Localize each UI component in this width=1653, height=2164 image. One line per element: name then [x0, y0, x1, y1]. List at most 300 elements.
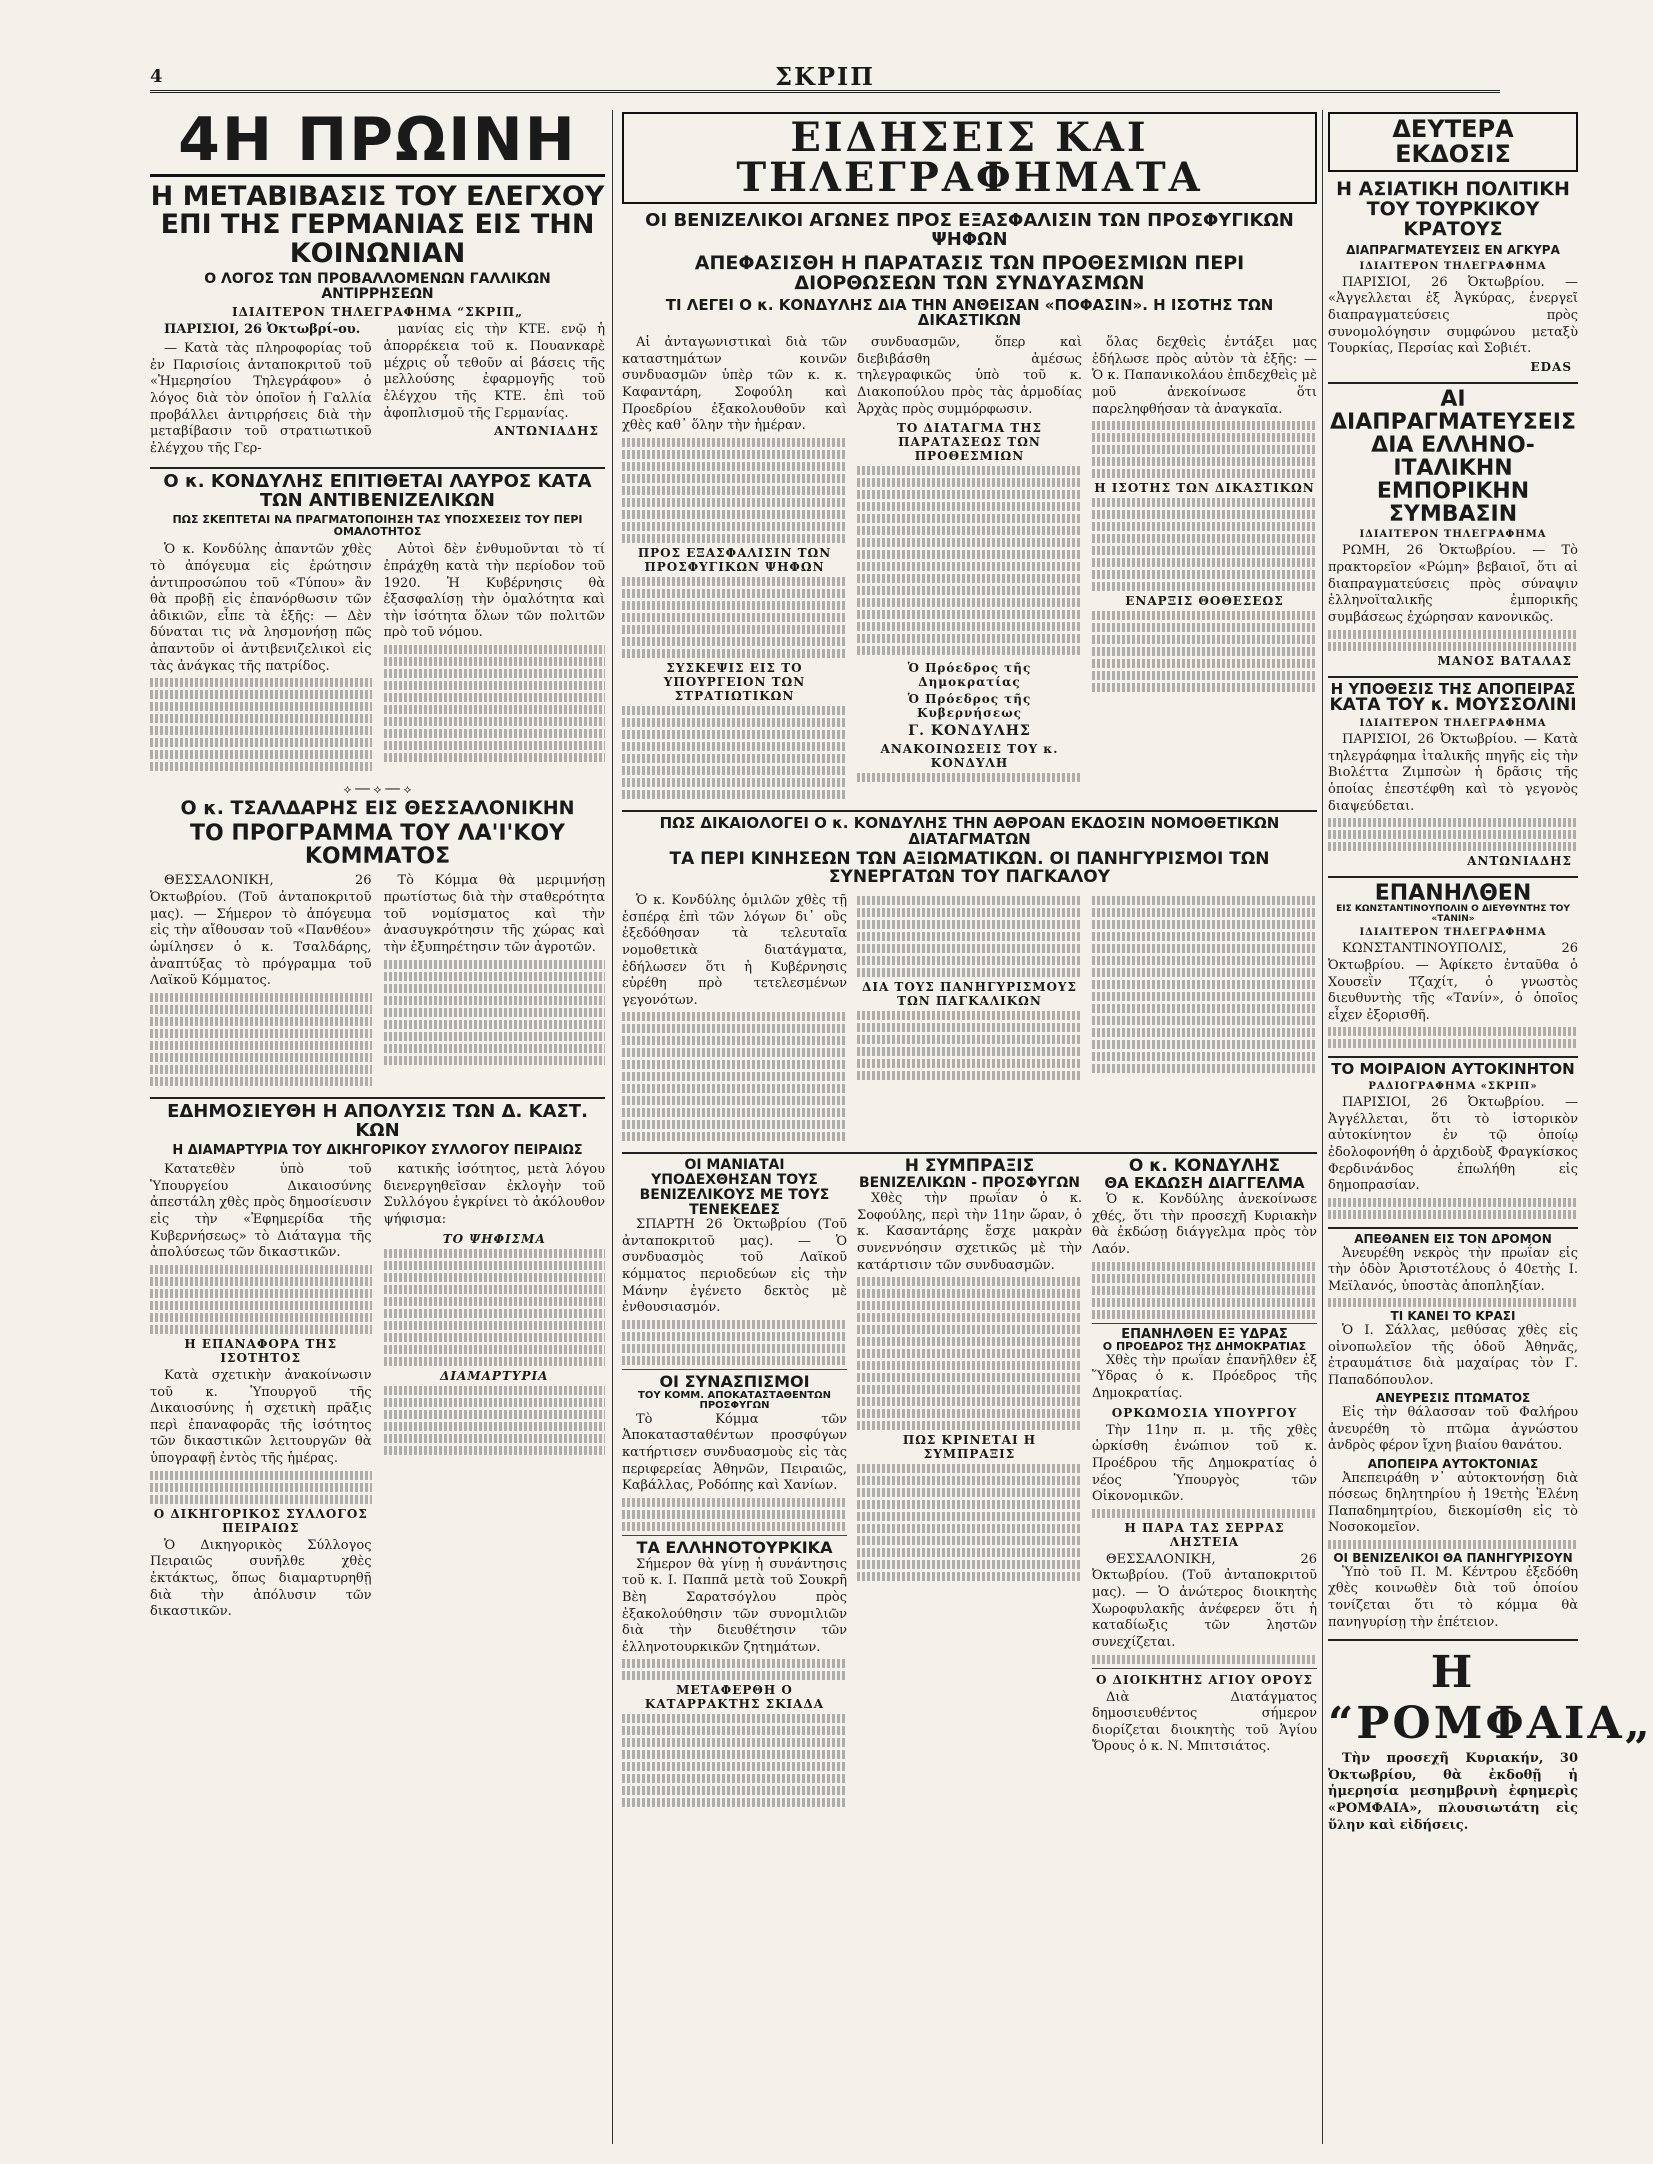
text-lines [384, 1434, 606, 1443]
text-lines [622, 577, 847, 586]
text-lines [622, 625, 847, 634]
text-lines [857, 1536, 1082, 1545]
text-lines [622, 462, 847, 471]
text-lines [857, 574, 1082, 583]
text-lines [150, 1029, 372, 1038]
text-lines [857, 773, 1082, 782]
text-lines [384, 753, 606, 762]
subheadline: ΤΟΥ ΚΟΜΜ. ΑΠΟΚΑΤΑΣΤΑΘΕΝΤΩΝ ΠΡΟΣΦΥΓΩΝ [638, 1389, 831, 1412]
article-text: Ὁ Δικηγορικὸς Σύλλογος Πειραιῶς συνῆλθε χθὲς ἐκτάκτως, ὅπως διαμαρτυρηθῇ διὰ τὴν ἀπόλυσιν τῶν δικαστικῶν. [150, 1537, 372, 1620]
text-lines [1092, 1310, 1317, 1319]
headline: ΤΙ ΚΑΝΕΙ ΤΟ ΚΡΑΣΙ [1390, 1309, 1516, 1324]
section-title-box [622, 112, 1317, 204]
text-lines [384, 693, 606, 702]
ad-text: Τὴν προσεχῆ Κυριακήν, 30 Ὀκτωβρίου, θὰ ἐκδοθῇ ἡ ἡμερησία μεσημβρινὴ ἐφημερὶς «ΡΟΜΦΑΙΑ», πλουσιωτάτη εἰς ὕλην καὶ εἰδήσεις. [1328, 1751, 1578, 1833]
text-lines [857, 1500, 1082, 1509]
column-rule [612, 110, 613, 2144]
headline: Η ΑΣΙΑΤΙΚΗ ΠΟΛΙΤΙΚΗ [1336, 178, 1570, 201]
text-lines [857, 1421, 1082, 1430]
text-lines [857, 562, 1082, 571]
text-lines [150, 1041, 372, 1050]
text-lines [1092, 469, 1317, 478]
headline: Η ΣΥΜΠΡΑΞΙΣ [904, 1156, 1035, 1177]
text-lines [1092, 433, 1317, 442]
text-lines [857, 514, 1082, 523]
text-lines [1092, 683, 1317, 692]
divider [622, 1535, 847, 1536]
text-lines [384, 1345, 606, 1354]
text-lines [857, 1572, 1082, 1581]
subheadline: Ο ΛΟΓΟΣ ΤΩΝ ΠΡΟΒΑΛΛΟΜΕΝΩΝ ΓΑΛΛΙΚΩΝ ΑΝΤΙΡΡΗΣΕΩΝ [204, 271, 551, 302]
signature: ΜΑΝΟΣ ΒΑΤΑΛΑΣ [1437, 653, 1572, 668]
section-label: Η ΠΑΡΑ ΤΑΣ ΣΕΡΡΑΣ ΛΗΣΤΕΙΑ [1124, 1520, 1285, 1549]
headline: Ο κ. ΚΟΝΔΥΛΗΣ ΕΠΙΤΙΘΕΤΑΙ ΛΑΥΡΟΣ ΚΑΤΑ ΤΩΝ ΑΝΤΙΒΕΝΙΖΕΛΙΚΩΝ [163, 471, 592, 512]
text-lines [384, 960, 606, 969]
text-lines [1328, 1027, 1578, 1036]
text-lines [384, 1446, 606, 1455]
article-text: Διὰ Διατάγματος δημοσιευθέντος σήμερον διορίζεται διοικητὴς τοῦ Ἁγίου Ὄρους ὁ κ. Ν. Μπιτσιάτος. [1092, 1689, 1317, 1755]
text-lines [150, 1483, 372, 1492]
text-lines [1092, 920, 1317, 929]
text-lines [622, 730, 847, 739]
text-lines [857, 634, 1082, 643]
article-text: ΠΑΡΙΣΙΟΙ, 26 Ὀκτωβρίου. — «Ἀγγελλεται ἐξ Ἀγκύρας, ἐνεργεῖ διαπραγματεύσεις πρὸς συνομολόγησιν συμφώνου μεταξὺ Τουρκίας, Περσίας καὶ Σοβιέτ. [1328, 274, 1578, 357]
text-lines [622, 1072, 847, 1081]
masthead [150, 62, 1500, 93]
text-lines [622, 1738, 847, 1747]
headline: ΟΙ ΜΑΝΙΑΤΑΙ ΥΠΟΔΕΧΘΗΣΑΝ ΤΟΥΣ ΒΕΝΙΖΕΛΙΚΟΥΣ ΜΕ ΤΟΥΣ ΤΕΝΕΚΕΔΕΣ [639, 1157, 830, 1218]
text-lines [622, 1120, 847, 1129]
text-lines [857, 1071, 1082, 1080]
text-lines [857, 466, 1082, 475]
text-lines [1092, 659, 1317, 668]
text-lines [1092, 1064, 1317, 1073]
text-lines [1092, 1004, 1317, 1013]
center-column [622, 110, 1317, 2144]
text-lines [1092, 896, 1317, 905]
text-lines [857, 1488, 1082, 1497]
text-lines [622, 718, 847, 727]
text-lines [622, 1132, 847, 1141]
text-lines [622, 1726, 847, 1735]
asiatic-article [1328, 180, 1578, 374]
text-lines [622, 1356, 847, 1365]
text-lines [1092, 1274, 1317, 1283]
text-lines [857, 1464, 1082, 1473]
text-lines [857, 1289, 1082, 1298]
article-text: Τὴν 11ην π. μ. τῆς χθὲς ὡρκίσθη ἐνώπιον τοῦ κ. Προέδρου τῆς Δημοκρατίας ὁ νέος Ὑπουργὸς τῶν Οἰκονομικῶν. [1092, 1422, 1317, 1505]
car-article [1328, 1056, 1578, 1219]
text-lines [1328, 818, 1578, 827]
text-lines [622, 438, 847, 447]
text-lines [384, 717, 606, 726]
text-lines [150, 1301, 372, 1310]
short-news-block [622, 1152, 1317, 1810]
text-lines [384, 645, 606, 654]
subheadline: ΔΙΑΠΡΑΓΜΑΤΕΥΣΕΙΣ ΕΝ ΑΓΚΥΡΑ [1346, 243, 1560, 258]
text-lines [857, 1373, 1082, 1382]
dateline-text: ΠΑΡΙΣΙΟΙ, 26 Ὀκτωβρί-ου. [164, 322, 361, 338]
text-lines [150, 1005, 372, 1014]
text-lines [1092, 510, 1317, 519]
text-lines [384, 1056, 606, 1065]
text-lines [1092, 1298, 1317, 1307]
headline: ΑΠΕΘΑΝΕΝ ΕΙΣ ΤΟΝ ΔΡΟΜΟΝ [1354, 1231, 1552, 1246]
article-text: ΘΕΣΣΑΛΟΝΙΚΗ, 26 Ὀκτωβρίου. (Τοῦ ἀνταποκριτοῦ μας). — Ὁ ἀνώτερος διοικητὴς Χωροφυλακῆς ἀνέφερεν ὅτι ἡ καταδίωξις τῶν ληστῶν συνεχίζεται. [1092, 1551, 1317, 1650]
article-text: ΠΑΡΙΣΙΟΙ, 26 Ὀκτωβρίου. — Ἀγγέλλεται, ὅτι τὸ ἰστορικὸν αὐτοκίνητον ἐν τῷ ὁποίῳ ἐδολοφονήθη ὁ ἀρχιδοὺξ Φραγκίσκος Φερδινάνδος ἐπωλήθη εἰς δημοπρασίαν. [1328, 1095, 1578, 1194]
right-column [1328, 110, 1653, 2144]
dateline [150, 322, 372, 339]
text-lines [622, 613, 847, 622]
text-lines [384, 705, 606, 714]
text-lines [857, 944, 1082, 953]
text-lines [857, 1476, 1082, 1485]
section-label: ΠΡΟΣ ΕΞΑΣΦΑΛΙΣΙΝ ΤΩΝ ΠΡΟΣΦΥΓΙΚΩΝ ΨΗΦΩΝ [637, 545, 832, 574]
text-lines [1328, 1198, 1578, 1207]
article-text: μανίας εἰς τὴν ΚΤΕ. ενῷ ἡ ἀπορρέκεια τοῦ κ. Πουανκαρὲ μέχρις οὗ τεθοῦν αἱ βάσεις τῆς μελλούσης ἐφαρμογῆς τοῦ ἐλέγχου τῆς ΚΤΕ. ἐπὶ τοῦ ἀφοπλισμοῦ τῆς Γερμανίας. [383, 322, 605, 421]
text-lines [622, 522, 847, 531]
text-lines [857, 956, 1082, 965]
tsaldaris-article [150, 799, 605, 1089]
text-lines [1092, 1028, 1317, 1037]
text-lines [857, 478, 1082, 487]
text-lines [622, 1774, 847, 1783]
headline: ΠΩΣ ΔΙΚΑΙΟΛΟΓΕΙ Ο κ. ΚΟΝΔΥΛΗΣ ΤΗΝ ΑΘΡΟΑΝ ΕΚΔΟΣΙΝ ΝΟΜΟΘΕΤΙΚΩΝ ΔΙΑΤΑΓΜΑΤΩΝ [659, 813, 1280, 848]
text-lines [1092, 908, 1317, 917]
section-label: ΤΟ ΔΙΑΤΑΓΜΑ ΤΗΣ ΠΑΡΑΤΑΣΕΩΣ ΤΩΝ ΠΡΟΘΕΣΜΙΩΝ [896, 421, 1043, 464]
text-lines [622, 450, 847, 459]
text-lines [1328, 630, 1578, 639]
text-lines [384, 1297, 606, 1306]
credit-line: ΙΔΙΑΙΤΕΡΟΝ ΤΗΛΕΓΡΑΦΗΜΑ [1359, 529, 1547, 541]
headline: ΕΠΑΝΗΛΘΕΝ ΕΞ ΥΔΡΑΣ [1121, 1326, 1288, 1342]
section-label: ΣΥΣΚΕΨΙΣ ΕΙΣ ΤΟ ΥΠΟΥΡΓΕΙΟΝ ΤΩΝ ΣΤΡΑΤΙΩΤΙΚΩΝ [663, 660, 806, 703]
text-lines [622, 754, 847, 763]
text-lines [1092, 1016, 1317, 1025]
left-column [150, 105, 605, 2144]
text-lines [857, 1512, 1082, 1521]
text-lines [622, 1344, 847, 1353]
article-text: — Κατὰ τὰς πληροφορίας τοῦ ἐν Παρισίοις ἀνταποκριτοῦ τοῦ «Ἡμερησίου Τηλεγράφου» ὁ λόγος διὰ τὸν ὁποῖον ἡ Γαλλία προβάλλει ἀντιρρήσεις διὰ τὴν μεταβίβασιν τοῦ στρατιωτικοῦ ἐλέγχου τῆς Γερ- [150, 341, 372, 456]
text-lines [384, 1261, 606, 1270]
subheadline: Ο ΠΡΟΕΔΡΟΣ ΤΗΣ ΔΗΜΟΚΡΑΤΙΑΣ [1102, 1340, 1307, 1354]
subheadline: ΘΑ ΕΚΔΩΣΗ ΔΙΑΓΓΕΛΜΑ [1104, 1174, 1305, 1193]
signature: ΑΝΤΩΝΙΑΔΗΣ [1467, 854, 1572, 869]
article-text: Κατατεθὲν ὑπὸ τοῦ Ὑπουργείου Δικαιοσύνης ἀπεστάλη χθὲς πρὸς δημοσίευσιν εἰς τὴν «Ἐφημερίδα τῆς Κυβερνήσεως» τὸ Διάταγμα τῆς ἀπολύσεως τῶν δικαστικῶν. [150, 1162, 372, 1261]
romfaia-title: Η “ΡΟΜΦΑΙΑ„ [1328, 1647, 1653, 1750]
article-text: Κατὰ σχετικὴν ἀνακοίνωσιν τοῦ κ. Ὑπουργοῦ τῆς Δικαιοσύνης ἡ σχετικὴ πρᾶξις περὶ ἐπαναφορᾶς τῆς ἰσότητος τῶν δικαστικῶν λειτουργῶν θὰ ὑπογραφῇ ἐντὸς τῆς ἡμέρας. [150, 1367, 372, 1467]
text-lines [150, 1017, 372, 1026]
text-lines [150, 1277, 372, 1286]
text-lines [857, 968, 1082, 977]
text-lines [150, 1065, 372, 1074]
text-lines [384, 1357, 606, 1366]
headline: ΤΑ ΕΛΛΗΝΟΤΟΥΡΚΙΚΑ [636, 1537, 833, 1557]
text-lines [857, 598, 1082, 607]
text-lines [1092, 932, 1317, 941]
signature: EDAS [1530, 359, 1572, 374]
text-lines [857, 1548, 1082, 1557]
second-edition-title: ΔΕΥΤΕΡΑ ΕΚΔΟΣΙΣ [1392, 115, 1514, 169]
text-lines [857, 550, 1082, 559]
headline: ΕΔΗΜΟΣΙΕΥΘΗ Η ΑΠΟΛΥΣΙΣ ΤΩΝ Δ. ΚΑΣΤ. ΚΩΝ [167, 1100, 588, 1141]
headline: ΑΝΕΥΡΕΣΙΣ ΠΤΩΜΑΤΟΣ [1375, 1391, 1531, 1406]
kondylis-article [150, 467, 605, 774]
text-lines [150, 1495, 372, 1504]
text-lines [622, 766, 847, 775]
text-lines [1092, 671, 1317, 680]
headline: Ο κ. ΤΣΑΛΔΑΡΗΣ ΕΙΣ ΘΕΣΣΑΛΟΝΙΚΗΝ [180, 797, 575, 820]
section-label: ΕΝΑΡΞΙΣ ΘΟΘΕΣΕΩΣ [1125, 594, 1284, 609]
text-lines [857, 1023, 1082, 1032]
article-text: Σήμερον θὰ γίνῃ ἡ συνάντησις τοῦ κ. Ι. Παππᾶ μετὰ τοῦ Σουκρῆ Βὲη Σαρατσόγλου πρὸς ἐξακολούθησιν τῶν συνομιλιῶν διὰ τὴν διευθέτησιν τῶν ἐλληνοτουρκικῶν ζητημάτων. [622, 1556, 847, 1655]
text-lines [622, 778, 847, 787]
headline: ΚΑΤΑ ΤΟΥ κ. ΜΟΥΣΣΟΛΙΝΙ [1329, 695, 1577, 716]
text-lines [622, 601, 847, 610]
text-lines [622, 742, 847, 751]
text-lines [622, 1522, 847, 1531]
text-lines [857, 646, 1082, 655]
text-lines [857, 586, 1082, 595]
text-lines [384, 1273, 606, 1282]
romfaia-ad [1328, 1639, 1653, 1834]
section-label: Ο ΔΙΟΙΚΗΤΗΣ ΑΓΙΟΥ ΟΡΟΥΣ [1096, 1672, 1313, 1687]
text-lines [1092, 611, 1317, 620]
text-lines [1328, 830, 1578, 839]
text-lines [857, 1301, 1082, 1310]
text-lines [622, 510, 847, 519]
text-lines [150, 1313, 372, 1322]
text-lines [622, 1671, 847, 1680]
text-lines [1092, 582, 1317, 591]
article-text: συνδυασμῶν, ὅπερ καὶ διεβιβάσθη ἀμέσως τηλεγραφικῶς ὑπὸ τοῦ κ. Διακοπούλου πρὸς τὰς ἁρμοδίας Ἀρχὰς πρὸς συμμόρφωσιν. [857, 335, 1082, 417]
text-lines [150, 690, 372, 699]
text-lines [1092, 421, 1317, 430]
credit-line: ΙΔΙΑΙΤΕΡΟΝ ΤΗΛΕΓΡΑΦΗΜΑ “ΣΚΡΙΠ„ [232, 305, 523, 320]
text-lines [622, 1750, 847, 1759]
signature: Ὁ Πρόεδρος τῆς Δημοκρατίας [907, 661, 1032, 690]
subheadline: ΕΙΣ ΚΩΝΣΤΑΝΤΙΝΟΥΠΟΛΙΝ Ο ΔΙΕΥΘΥΝΤΗΣ ΤΟΥ «ΤΑΝΙΝ» [1336, 904, 1570, 924]
text-lines [150, 726, 372, 735]
section-label: ΔΙΑ ΤΟΥΣ ΠΑΝΗΓΥΡΙΣΜΟΥΣ ΤΩΝ ΠΑΓΚΑΛΙΚΩΝ [862, 980, 1077, 1009]
paper-name: ΣΚΡΙΠ [775, 62, 875, 91]
text-lines [622, 1786, 847, 1795]
text-lines [150, 714, 372, 723]
text-lines [384, 1321, 606, 1330]
headline: ΟΙ ΒΕΝΙΖΕΛΙΚΟΙ ΑΓΩΝΕΣ ΠΡΟΣ ΕΞΑΣΦΑΛΙΣΙΝ ΤΩΝ ΠΡΟΣΦΥΓΙΚΩΝ ΨΗΦΩΝ [645, 210, 1294, 250]
text-lines [622, 649, 847, 658]
article-text: Ὁ κ. Κονδύλης ἀνεκοίνωσε χθές, ὅτι τὴν προσεχῆ Κυριακὴν θὰ ἐκδώσῃ διάγγελμα πρὸς τὸν Λαόν. [1092, 1192, 1317, 1257]
section-label: ΜΕΤΑΦΕΡΘΗ Ο ΚΑΤΑΡΡΑΚΤΗΣ ΣΚΙΑΔΑ [644, 1683, 825, 1712]
text-lines [384, 1008, 606, 1017]
section-label: Ο ΔΙΚΗΓΟΡΙΚΟΣ ΣΥΛΛΟΓΟΣ ΠΕΙΡΑΙΩΣ [153, 1506, 368, 1535]
credit-line: ΙΔΙΑΙΤΕΡΟΝ ΤΗΛΕΓΡΑΦΗΜΑ [1359, 718, 1547, 730]
text-lines [622, 498, 847, 507]
section-label: ΔΙΑΜΑΡΤΥΡΙΑ [440, 1368, 549, 1383]
article-text: Χθὲς τὴν πρωΐαν ἐπανῆλθεν ἐξ Ὕδρας ὁ κ. Πρόεδρος τῆς Δημοκρατίας. [1092, 1352, 1317, 1401]
headline: ΑΠΟΠΕΙΡΑ ΑΥΤΟΚΤΟΝΙΑΣ [1367, 1456, 1539, 1471]
section-title: ΕΙΔΗΣΕΙΣ ΚΑΙ ΤΗΛΕΓΡΑΦΗΜΑΤΑ [736, 114, 1203, 201]
text-lines [857, 1047, 1082, 1056]
text-lines [857, 896, 1082, 905]
text-lines [622, 1332, 847, 1341]
headline: ΕΠΑΝΗΛΘΕΝ [1374, 881, 1532, 907]
text-lines [384, 1398, 606, 1407]
text-lines [857, 1524, 1082, 1533]
text-lines [622, 1048, 847, 1057]
text-lines [622, 1798, 847, 1807]
text-lines [857, 1409, 1082, 1418]
text-lines [384, 1032, 606, 1041]
text-lines [1328, 1298, 1578, 1307]
text-lines [622, 1762, 847, 1771]
text-lines [622, 1714, 847, 1723]
subheadline: Η ΔΙΑΜΑΡΤΥΡΙΑ ΤΟΥ ΔΙΚΗΓΟΡΙΚΟΥ ΣΥΛΛΟΓΟΥ ΠΕΙΡΑΙΩΣ [172, 1142, 583, 1158]
text-lines [857, 1337, 1082, 1346]
text-lines [150, 1077, 372, 1086]
text-lines [857, 502, 1082, 511]
text-lines [857, 526, 1082, 535]
text-lines [1328, 642, 1578, 651]
text-lines [622, 1320, 847, 1329]
article-text: ΣΠΑΡΤΗ 26 Ὀκτωβρίου (Τοῦ ἀνταποκριτοῦ μας). — Ὁ συνδυασμὸς τοῦ Λαϊκοῦ κόμματος περιοδεύων εἰς τὴν Μάνην ἐγένετο δεκτὸς μὲ ἐνθουσιασμόν. [622, 1217, 847, 1316]
headline: ΑΙ ΔΙΑΠΡΑΓΜΑΤΕΥΣΕΙΣ [1330, 386, 1576, 435]
text-lines [150, 1265, 372, 1274]
text-lines [384, 1249, 606, 1258]
text-lines [1328, 1540, 1578, 1549]
text-lines [1092, 498, 1317, 507]
text-lines [857, 1011, 1082, 1020]
short-items [1328, 1227, 1578, 1631]
text-lines [622, 790, 847, 799]
section-label: Η ΕΠΑΝΑΦΟΡΑ ΤΗΣ ΙΣΟΤΗΤΟΣ [184, 1336, 338, 1365]
headline: ΔΙΑ ΕΛΛΗΝΟ-ΙΤΑΛΙΚΗΝ [1371, 433, 1535, 482]
subheadline: ΤΟ ΠΡΟΓΡΑΜΜΑ ΤΟΥ ΛΑ'Ι'ΚΟΥ ΚΟΜΜΑΤΟΣ [190, 821, 565, 870]
article-text: Ὁ Ι. Σάλλας, μεθύσας χθὲς εἰς οἰνοπωλεῖον τῆς ὁδοῦ Ἀθηνᾶς, ἐτραυμάτισε διὰ μαχαίρας τὸν Γ. Παπαδόπουλον. [1328, 1322, 1578, 1388]
text-lines [622, 1659, 847, 1668]
text-lines [384, 1020, 606, 1029]
text-lines [384, 1044, 606, 1053]
article-text: ΡΩΜΗ, 26 Ὀκτωβρίου. — Τὸ πρακτορεῖον «Ρώμη» βεβαιοῖ, ὅτι αἱ διαπραγματεύσεις πρὸς σύναψιν ἑλληνοϊταλικῆς ἐμπορικῆς συμβάσεως ἐχώρησαν κανονικῶς. [1328, 543, 1578, 625]
text-lines [150, 678, 372, 687]
text-lines [622, 637, 847, 646]
credit-line: ΡΑΔΙΟΓΡΑΦΗΜΑ «ΣΚΡΙΠ» [1368, 1081, 1538, 1093]
article-text: Ὁ κ. Κονδύλης ὁμιλῶν χθὲς τῇ ἑσπέρᾳ ἐπὶ τῶν λόγων δι᾽ οὓς ἐξεδόθησαν τὰ τελευταῖα νομοθετικὰ διατάγματα, ἐδήλωσεν ὅτι ἡ Κυβέρνησις εὑρέθη πρὸ τετελεσμένων γεγονότων. [622, 893, 847, 1008]
text-lines [384, 657, 606, 666]
text-lines [1092, 1262, 1317, 1271]
page-number: 4 [150, 66, 163, 87]
banner-title: 4Η ΠΡΩΙΝΗ [150, 110, 605, 177]
text-lines [384, 1285, 606, 1294]
signature: ΑΝΤΩΝΙΑΔΗΣ [494, 424, 599, 439]
headline: ΕΠΙ ΤΗΣ ΓΕΡΜΑΝΙΑΣ ΕΙΣ ΤΗΝ ΚΟΙΝΩΝΙΑΝ [160, 209, 595, 269]
text-lines [1092, 546, 1317, 555]
text-lines [857, 1325, 1082, 1334]
text-lines [150, 762, 372, 771]
text-lines [857, 1059, 1082, 1068]
article-text: Αἱ ἀνταγωνιστικαὶ διὰ τῶν καταστημάτων κοινῶν συνδυασμῶν ὑπὲρ τῶν κ. κ. Καφαντάρη, Σοφούλη καὶ Προεδρίου ἐξακολουθοῦν καὶ χθὲς καθ᾽ ὅλην τὴν ἡμέραν. [622, 335, 847, 434]
article-text: Τὸ Κόμμα θὰ μεριμνήσῃ πρωτίστως διὰ τὴν σταθερότητα τοῦ νομίσματος καὶ τὴν ἀνασυγκρότησιν τῆς χώρας καὶ τὴν ἐξυπηρέτησιν τῶν ἀγροτῶν. [383, 873, 605, 955]
text-lines [857, 1313, 1082, 1322]
text-lines [857, 908, 1082, 917]
text-lines [1328, 842, 1578, 851]
text-lines [150, 702, 372, 711]
subheadline: ΠΩΣ ΣΚΕΠΤΕΤΑΙ ΝΑ ΠΡΑΓΜΑΤΟΠΟΙΗΣΗ ΤΑΣ ΥΠΟΣΧΕΣΕΙΣ ΤΟΥ ΠΕΡΙ ΟΜΑΛΟΤΗΤΟΣ [172, 513, 583, 538]
text-lines [384, 996, 606, 1005]
signature: Ὁ Πρόεδρος τῆς Κυβερνήσεως [907, 692, 1032, 721]
text-lines [1092, 1040, 1317, 1049]
text-lines [857, 622, 1082, 631]
text-lines [857, 1397, 1082, 1406]
text-lines [857, 920, 1082, 929]
text-lines [857, 1035, 1082, 1044]
text-lines [857, 538, 1082, 547]
text-lines [622, 474, 847, 483]
headline: ΤΑ ΠΕΡΙ ΚΙΝΗΣΕΩΝ ΤΩΝ ΑΞΙΩΜΑΤΙΚΩΝ. ΟΙ ΠΑΝΗΓΥΡΙΣΜΟΙ ΤΩΝ ΣΥΝΕΡΓΑΤΩΝ ΤΟΥ ΠΑΓΚΑΛΟΥ [669, 849, 1270, 888]
section-label: ΟΡΚΩΜΟΣΙΑ ΥΠΟΥΡΓΟΥ [1111, 1405, 1298, 1420]
text-lines [384, 729, 606, 738]
text-lines [622, 1510, 847, 1519]
article-text: ὅλας δεχθεὶς ἐντάξει μας ἐδήλωσε πρὸς αὐτὸν τὰ ἑξῆς: — Ὁ κ. Παπανικολάου ἐπιδεχθεὶς μὲ μοῦ ἀνεκοίνωσε ὅτι παρεληφθήσαν τὰ ἀναγκαῖα. [1092, 335, 1317, 417]
italian-article [1328, 382, 1578, 668]
text-lines [1092, 1052, 1317, 1061]
tanin-article [1328, 876, 1578, 1048]
text-lines [622, 1498, 847, 1507]
text-lines [384, 1333, 606, 1342]
text-lines [384, 741, 606, 750]
text-lines [1092, 570, 1317, 579]
text-lines [1092, 647, 1317, 656]
text-lines [622, 706, 847, 715]
article-text: Χθὲς τὴν πρωΐαν ὁ κ. Σοφούλης, περὶ τὴν 11ην ὥραν, ὁ κ. Κασαντάρης ἔσχε μακρὰν συνεννόησιν σχετικῶς μὲ τὴν κατάρτισιν τῶν συνδυασμῶν. [857, 1191, 1082, 1273]
text-lines [1092, 445, 1317, 454]
text-lines [150, 1325, 372, 1334]
text-lines [857, 932, 1082, 941]
text-lines [384, 1309, 606, 1318]
headline: ΕΜΠΟΡΙΚΗΝ ΣΥΜΒΑΣΙΝ [1376, 479, 1530, 528]
text-lines [622, 1096, 847, 1105]
text-lines [1092, 522, 1317, 531]
article-text: Τὸ Κόμμα τῶν Ἀποκατασταθέντων προσφύγων κατήρτισεν συνδυασμοὺς εἰς τὰς περιφερείας Ἀθηνῶν, Πειραιῶς, Καβάλλας, Ροδόπης καὶ Χανίων. [622, 1411, 847, 1494]
section-label: ΠΩΣ ΚΡΙΝΕΤΑΙ Η ΣΥΜΠΡΑΞΙΣ [902, 1433, 1037, 1462]
text-lines [384, 984, 606, 993]
text-lines [150, 750, 372, 759]
mussolini-article [1328, 676, 1578, 869]
subheadline: ΒΕΝΙΖΕΛΙΚΩΝ - ΠΡΟΣΦΥΓΩΝ [859, 1175, 1080, 1192]
subheadline: ΤΙ ΛΕΓΕΙ Ο κ. ΚΟΝΔΥΛΗΣ ΔΙΑ ΤΗΝ ΑΝΘΕΙΣΑΝ «ΠΟΦΑΣΙΝ». Η ΙΣΟΤΗΣ ΤΩΝ ΔΙΚΑΣΤΙΚΩΝ [665, 295, 1274, 330]
text-lines [622, 1024, 847, 1033]
text-lines [1092, 1286, 1317, 1295]
text-lines [622, 534, 847, 543]
text-lines [1092, 980, 1317, 989]
text-lines [1328, 1039, 1578, 1048]
headline: ΑΠΕΦΑΣΙΣΘΗ Η ΠΑΡΑΤΑΣΙΣ ΤΩΝ ΠΡΟΘΕΣΜΙΩΝ ΠΕΡΙ ΔΙΟΡΘΩΣΕΩΝ ΤΩΝ ΣΥΝΔΥΑΣΜΩΝ [694, 251, 1245, 294]
text-lines [150, 738, 372, 747]
headline: Η ΜΕΤΑΒΙΒΑΣΙΣ ΤΟΥ ΕΛΕΓΧΟΥ [150, 181, 605, 212]
column-rule [1322, 110, 1323, 2144]
text-lines [384, 669, 606, 678]
article-text: Ἀπεπειράθη ν᾽ αὐτοκτονήσῃ διὰ πόσεως δηλητηρίου ἡ 19ετὴς Ἑλένη Παπαδημητρίου, διεκομίσθη εἰς τὸ Νοσοκομεῖον. [1328, 1470, 1578, 1536]
article-text: Ὑπὸ τοῦ Π. Μ. Κέντρου ἐξεδόθη χθὲς κοινωθὲν διὰ τοῦ ὁποίου τονίζεται ὅτι τὸ κόμμα θὰ πανηγυρίσῃ τὴν ἐπέτειον. [1328, 1564, 1578, 1630]
article-text: Ὁ κ. Κονδύλης ἀπαντῶν χθὲς τὸ ἀπόγευμα εἰς ἐρώτησιν ἀντιπροσώπου τοῦ «Τύπου» ἂν θὰ προβῇ εἰς ἐπανόρθωσιν τῶν ἀδικιῶν, εἶπε τὰ ἑξῆς: — Δὲν δύναται τις νὰ λησμονήσῃ πῶς ἀπαντοῦν οἱ ἀντιβενιζελικοὶ εἰς τὰς ἀνάγκας τῆς πατρίδος. [150, 542, 372, 674]
article-text: Αὐτοὶ δὲν ἐνθυμοῦνται τὸ τί ἐπράχθη κατὰ τὴν περίοδον τοῦ 1920. Ἡ Κυβέρνησις θὰ ἐξασφαλίσῃ τὴν ὁμαλότητα καὶ τὴν ἰσότητα ὅλων τῶν πολιτῶν πρὸ τοῦ νόμου. [383, 542, 605, 641]
divider [1092, 1323, 1317, 1324]
credit-line: ΙΔΙΑΙΤΕΡΟΝ ΤΗΛΕΓΡΑΦΗΜΑ [1359, 260, 1547, 272]
decrees-article [622, 810, 1317, 1145]
text-lines [384, 1410, 606, 1419]
headline: Ο κ. ΚΟΝΔΥΛΗΣ [1128, 1156, 1281, 1177]
text-lines [1092, 968, 1317, 977]
